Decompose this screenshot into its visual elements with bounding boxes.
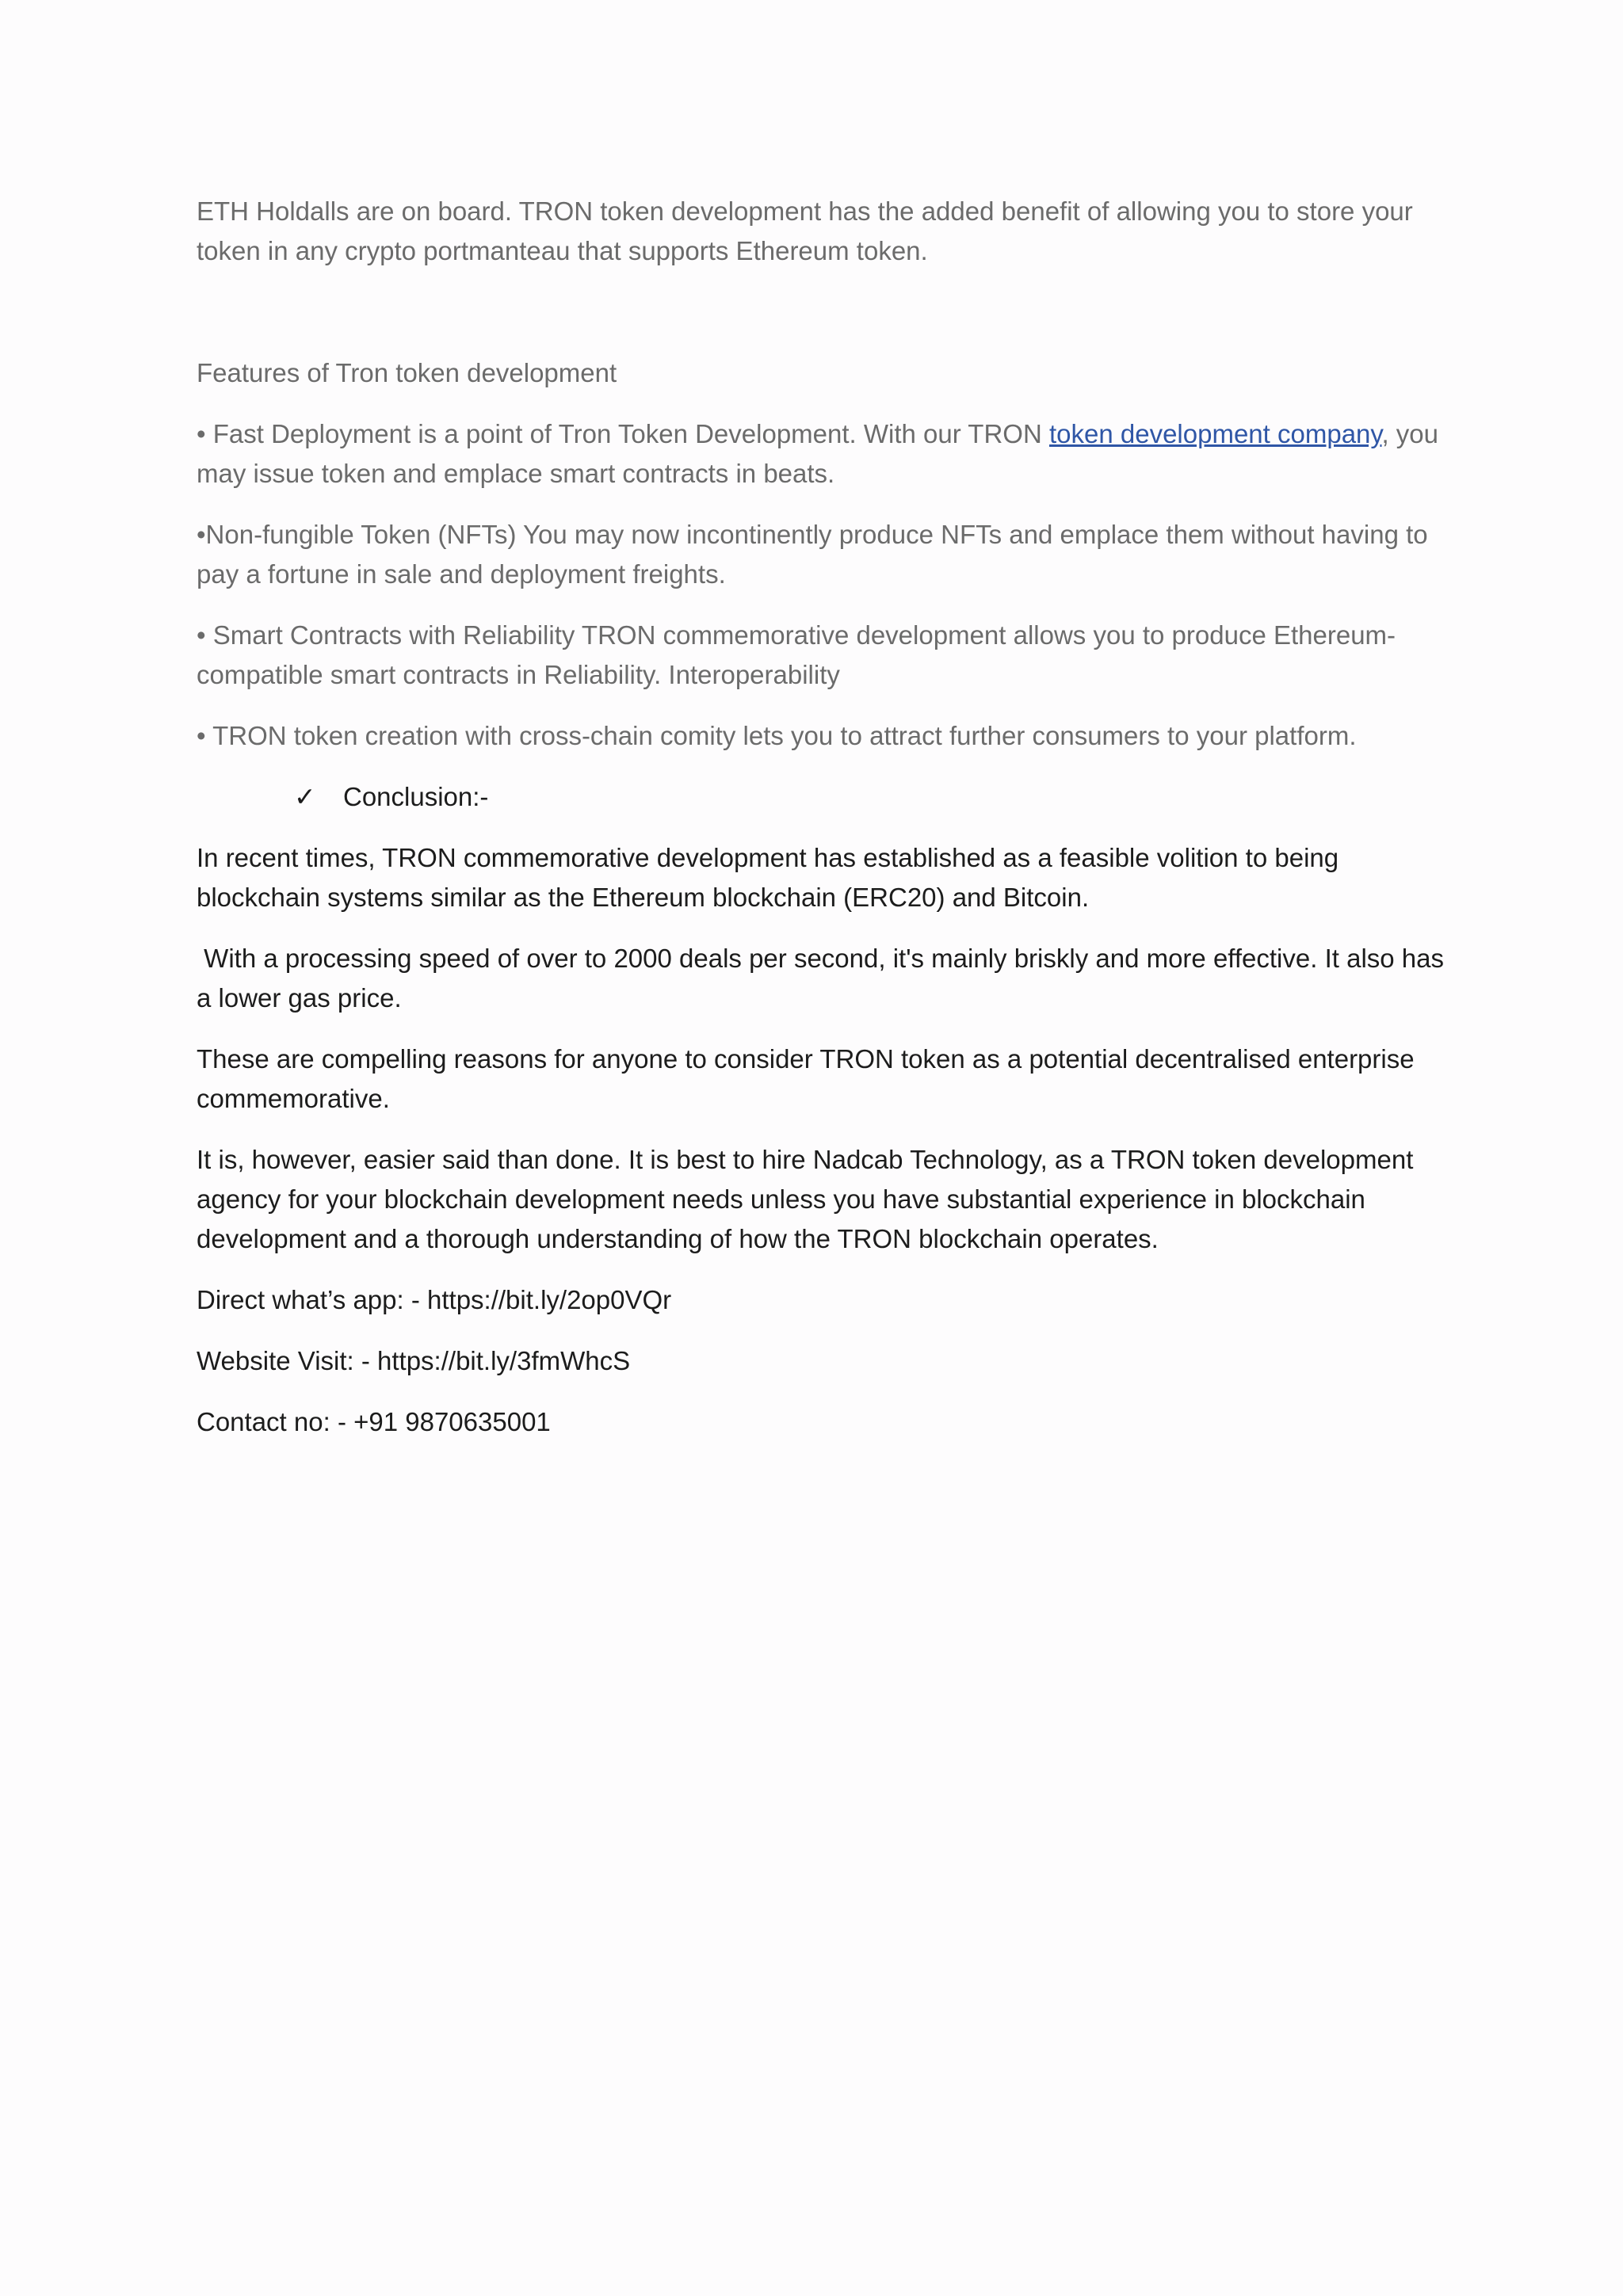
feature-bullet-cross-chain: • TRON token creation with cross-chain comity lets you to attract further consumers to your platform.	[197, 721, 1357, 750]
conclusion-heading	[197, 777, 1449, 817]
conclusion-paragraph-3: These are compelling reasons for anyone to consider TRON token as a potential decentralised enterprise commemorative.	[197, 1044, 1415, 1113]
features-heading: Features of Tron token development	[197, 358, 617, 387]
whatsapp-contact: Direct what’s app: - https://bit.ly/2op0VQr	[197, 1285, 672, 1314]
conclusion-paragraph-2: With a processing speed of over to 2000 deals per second, it's mainly briskly and more effective. It also has a lower gas price.	[197, 944, 1452, 1013]
website-contact: Website Visit: - https://bit.ly/3fmWhcS	[197, 1346, 631, 1375]
feature-bullet-fast-deployment	[197, 414, 1449, 494]
token-development-company-link[interactable]: token development company	[1048, 419, 1382, 448]
intro-paragraph: ETH Holdalls are on board. TRON token development has the added benefit of allowing you to store your token in any crypto portmanteau that supports Ethereum token.	[197, 196, 1413, 265]
feature-bullet-smart-contracts: • Smart Contracts with Reliability TRON commemorative development allows you to produce Ethereum-compatible smart contracts in Reliability. Interoperability	[197, 620, 1396, 689]
document-body	[197, 192, 1452, 1463]
conclusion-paragraph-4: It is, however, easier said than done. It is best to hire Nadcab Technology, as a TRON token development agency for your blockchain development needs unless you have substantial experience in blockchain development and a thorough understanding of how the TRON blockchain operates.	[197, 1145, 1414, 1253]
conclusion-paragraph-1: In recent times, TRON commemorative development has established as a feasible volition to being blockchain systems similar as the Ethereum blockchain (ERC20) and Bitcoin.	[197, 843, 1339, 912]
feature-bullet-nfts: •Non-fungible Token (NFTs) You may now incontinently produce NFTs and emplace them without having to pay a fortune in sale and deployment freights.	[197, 520, 1428, 589]
bullet-text-prefix: • Fast Deployment is a point of Tron Token Development. With our TRON	[197, 419, 1049, 448]
conclusion-label: Conclusion:-	[343, 782, 489, 811]
bullet-text-suffix: , you may issue token and emplace smart contracts in beats.	[197, 419, 1438, 488]
check-icon: ✓	[294, 782, 316, 811]
phone-contact: Contact no: - +91 9870635001	[197, 1407, 551, 1436]
